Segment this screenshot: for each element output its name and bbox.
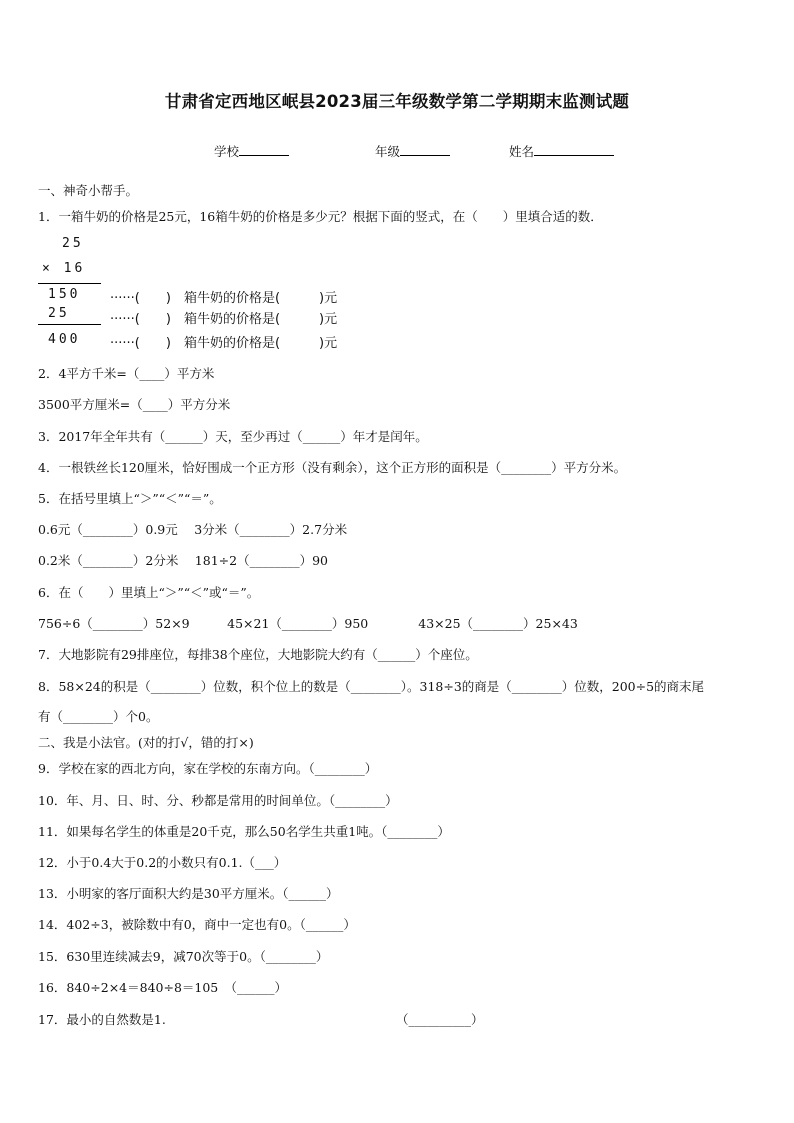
question-6a: 756÷6（________）52×9 45×21（________）950 43×25（________）25×43 xyxy=(38,616,578,631)
question-16: 16．840÷2×4＝840÷8＝105 （______） xyxy=(38,980,288,995)
calc-multiplicand: 25 xyxy=(62,236,84,251)
question-5b: 0.2米（________）2分米 181÷2（________）90 xyxy=(38,553,328,568)
question-14: 14．402÷3，被除数中有0，商中一定也有0。（______） xyxy=(38,917,356,932)
calc-product: 400 xyxy=(48,332,81,347)
question-11: 11．如果每名学生的体重是20千克，那么50名学生共重1吨。（________） xyxy=(38,824,450,839)
question-1: 1．一箱牛奶的价格是25元，16箱牛奶的价格是多少元？根据下面的竖式，在（ ）里填合适的数． xyxy=(38,209,603,224)
name-label: 姓名 xyxy=(509,144,535,159)
calc-annotation-1: ······( ) 箱牛奶的价格是( )元 xyxy=(110,291,338,306)
name-blank[interactable] xyxy=(534,143,614,156)
school-blank[interactable] xyxy=(239,143,289,156)
calc-rule-top xyxy=(38,283,101,284)
question-5a: 0.6元（________）0.9元 3分米（________）2.7分米 xyxy=(38,522,348,537)
grade-field xyxy=(375,142,450,160)
question-5: 5．在括号里填上“＞”“＜”“＝”。 xyxy=(38,491,222,506)
question-6: 6．在（ ）里填上“＞”“＜”或“＝”。 xyxy=(38,585,260,600)
question-15: 15．630里连续减去9，减70次等于0。（________） xyxy=(38,949,329,964)
page-title: 甘肃省定西地区岷县2023届三年级数学第二学期期末监测试题 xyxy=(164,92,630,111)
calc-annotation-2: ······( ) 箱牛奶的价格是( )元 xyxy=(110,312,338,327)
calc-annotation-3: ······( ) 箱牛奶的价格是( )元 xyxy=(110,336,338,351)
question-8b: 有（________）个0。 xyxy=(38,709,159,724)
question-7: 7．大地影院有29排座位，每排38个座位，大地影院大约有（______）个座位。 xyxy=(38,647,478,662)
question-13: 13．小明家的客厅面积大约是30平方厘米。（______） xyxy=(38,886,339,901)
question-4: 4．一根铁丝长120厘米，恰好围成一个正方形（没有剩余），这个正方形的面积是（________）平方分米。 xyxy=(38,460,627,475)
calc-multiplier: × 16 xyxy=(42,261,86,276)
section-1-heading: 一、神奇小帮手。 xyxy=(38,183,139,198)
question-17: 17．最小的自然数是1. xyxy=(38,1012,166,1027)
question-8a: 8．58×24的积是（________）位数，积个位上的数是（________）。318÷3的商是（________）位数，200÷5的商末尾 xyxy=(38,679,705,694)
school-field xyxy=(214,142,289,160)
school-label: 学校 xyxy=(214,144,240,159)
question-2a: 2．4平方千米=（____）平方米 xyxy=(38,366,215,381)
calc-partial-1: 150 xyxy=(48,287,81,302)
name-field xyxy=(509,142,614,160)
question-12: 12．小于0.4大于0.2的小数只有0.1.（___） xyxy=(38,855,287,870)
question-9: 9．学校在家的西北方向，家在学校的东南方向。（________） xyxy=(38,761,378,776)
question-2b: 3500平方厘米=（____）平方分米 xyxy=(38,397,231,412)
grade-blank[interactable] xyxy=(400,143,450,156)
question-10: 10．年、月、日、时、分、秒都是常用的时间单位。（________） xyxy=(38,793,398,808)
question-17-blank[interactable]: （__________） xyxy=(396,1012,484,1027)
section-2-heading: 二、我是小法官。(对的打√，错的打×) xyxy=(38,735,254,750)
question-3: 3．2017年全年共有（______）天，至少再过（______）年才是闰年。 xyxy=(38,429,428,444)
grade-label: 年级 xyxy=(375,144,401,159)
calc-rule-bottom xyxy=(38,324,101,325)
calc-partial-2: 25 xyxy=(48,306,70,321)
